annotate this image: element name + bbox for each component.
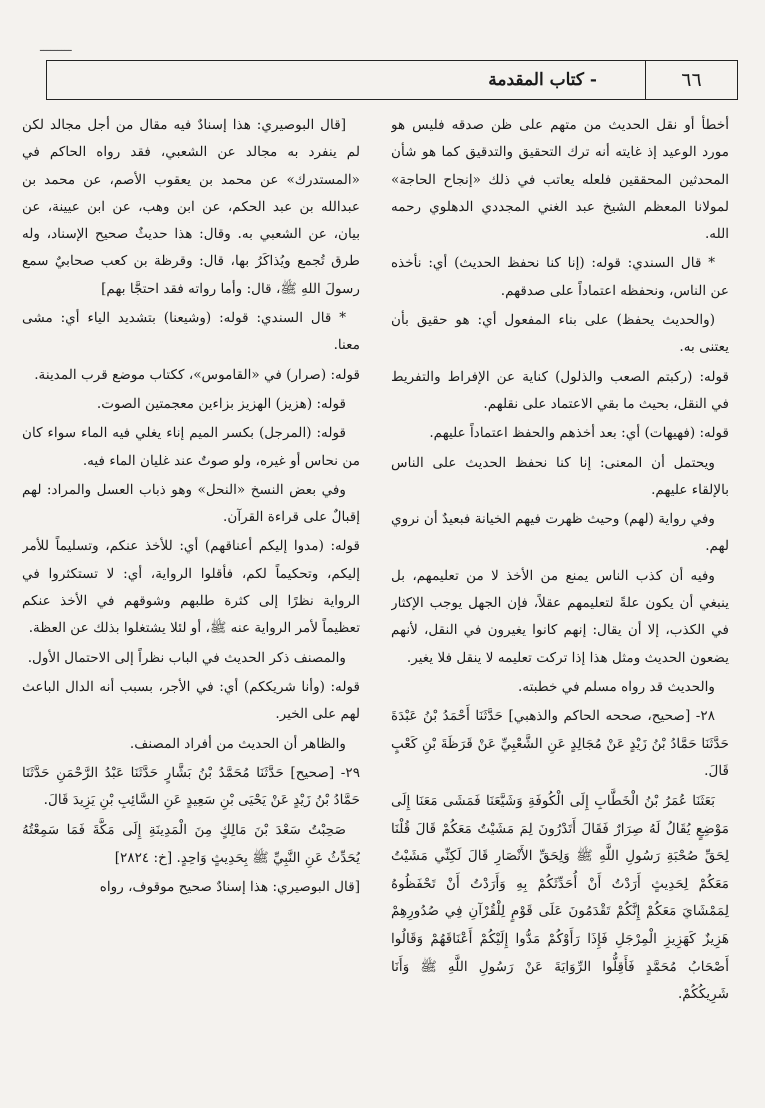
paragraph: قوله: (مدوا إليكم أعناقهم) أي: للأخذ عنكم، وتسليماً للأمر إليكم، وتحكيماً لكم، فأقلوا الرواية، أي: لا تستكثروا في الرواية نظرًا إلى كثرة طلبهم وشوقهم في الأخذ عنكم تعظيماً لأمر الرواية عنه ﷺ، أو لئلا يشتغلوا بذلك عن العظة. (22, 538, 360, 637)
page-number: ٦٦ (645, 61, 737, 99)
hadith-text: صَحِبْتُ سَعْدَ بْنَ مَالِكٍ مِنَ الْمَدِينَةِ إِلَى مَكَّةَ فَمَا سَمِعْتُهُ يُحَدِّثُ عَنِ النَّبِيِّ ﷺ بِحَدِيثٍ وَاحِدٍ. [خ: ٢٨٢٤] (22, 822, 360, 866)
left-column (22, 112, 360, 1092)
paragraph: ويحتمل أن المعنى: إنا كنا نحفظ الحديث على الناس بالإلقاء عليهم. (391, 454, 729, 498)
paragraph: قوله: (صرار) في «القاموس»، ككتاب موضع قرب المدينة. (34, 366, 360, 383)
paragraph: * قال السندي: قوله: (إنا كنا نحفظ الحديث) أي: نأخذه عن الناس، ونحفظه اعتماداً على صدقهم. (391, 255, 729, 299)
right-column (391, 112, 729, 1092)
paragraph: وفيه أن كذب الناس يمنع من الأخذ لا من تعليمهم، بل ينبغي أن يكون علةً لتعليمهم عقلاً، فإن الجهل يوجب الإكثار في الكذب، إلا أن يقال: إنهم كانوا يغيرون في النقل، لأنهم يضعون الحديث ومثل هذا إذا تركت تعليمه لا ينقل فلا يغير. (391, 567, 729, 666)
paragraph: قوله: (هزيز) الهزيز بزاءين معجمتين الصوت. (96, 395, 346, 412)
hadith-isnad: ٢٨- [صحيح، صححه الحاكم والذهبي] حَدَّثَنَا أَحْمَدُ بْنُ عَبْدَةَ حَدَّثَنَا حَمَّادُ بْنُ زَيْدٍ عَنْ مُجَالِدٍ عَنِ الشَّعْبِيِّ عَنْ قَرَظَةَ بْنِ كَعْبٍ قَالَ. (391, 708, 729, 780)
paragraph: والظاهر أن الحديث من أفراد المصنف. (129, 735, 346, 752)
paragraph: وفي بعض النسخ «النحل» وهو ذباب العسل والمراد: لهم إقبالٌ على قراءة القرآن. (22, 481, 360, 526)
paragraph: (والحديث يحفظ) على بناء المفعول أي: هو حقيق بأن يعتنى به. (391, 312, 729, 356)
paragraph: والمصنف ذكر الحديث في الباب نظراً إلى الاحتمال الأول. (27, 649, 346, 666)
hadith-text: بَعَثَنَا عُمَرُ بْنُ الْخَطَّابِ إِلَى الْكُوفَةِ وَشَيَّعَنَا فَمَشَى مَعَنَا إِلَى مَوْضِعٍ يُقَالُ لَهُ صِرَارٌ فَقَالَ أَتَدْرُونَ لِمَ مَشَيْتُ مَعَكُمْ قَالَ قُلْنَا لِحَقِّ صُحْبَةِ رَسُولِ اللَّهِ ﷺ وَلِحَقِّ الأَنْصَارِ قَالَ لَكِنِّي مَشَيْتُ مَعَكُمْ لِحَدِيثٍ أَرَدْتُ أَنْ أُحَدِّثَكُمْ بِهِ وَأَرَدْتُ أَنْ تَحْفَظُوهُ لِمَمْشَايَ مَعَكُمْ إِنَّكُمْ تَقْدَمُونَ عَلَى قَوْمٍ لِلْقُرْآنِ فِي صُدُورِهِمْ هَزِيزٌ كَهَزِيزِ الْمِرْجَلِ فَإِذَا رَأَوْكُمْ مَدُّوا إِلَيْكُمْ أَعْنَاقَهُمْ وَقَالُوا أَصْحَابُ مُحَمَّدٍ فَأَقِلُّوا الرِّوَايَةَ عَنْ رَسُولِ اللَّهِ ﷺ وَأَنَا شَرِيكُكُمْ. (391, 793, 729, 1003)
chapter-title: - كتاب المقدمة (488, 70, 597, 90)
corner-mark: ـــــــــ (40, 40, 72, 54)
paragraph: وفي رواية (لهم) وحيث ظهرت فيهم الخيانة فبعيدٌ أن نروي لهم. (391, 511, 729, 555)
paragraph: قوله: (وأنا شريككم) أي: في الأجر، بسبب أنه الدال الباعث لهم على الخير. (22, 678, 360, 723)
paragraph: قوله: (فهيهات) أي: بعد أخذهم والحفظ اعتماداً عليهم. (429, 425, 729, 442)
paragraph: قوله: (ركبتم الصعب والذلول) كناية عن الإفراط والتفريط في النقل، بحيث ما بقي الاعتماد على نقلهم. (391, 368, 729, 412)
paragraph: [قال البوصيري: هذا إسنادٌ فيه مقال من أجل مجالد لكن لم ينفرد به مجالد عن الشعبي، فقد رواه الحاكم في «المستدرك» عن محمد بن يعقوب الأصم، عن محمد بن عبدالله بن عبد الحكم، عن ابن وهب، عن ابن عيينة، عن بيان، عن الشعبي به. وقال: هذا حديثٌ صحيح الإسناد، وله طرق تُجمع ويُذاكَرُ بها، قال: وقرظة بن كعب صحابيٌ سمع رسولَ اللهِ ﷺ، قال: وأما رواته فقد احتجَّا بهم] (22, 117, 360, 297)
paragraph: * قال السندي: قوله: (وشيعنا) بتشديد الياء أي: مشى معنا. (22, 310, 360, 354)
paragraph: والحديث قد رواه مسلم في خطبته. (518, 678, 715, 695)
paragraph: [قال البوصيري: هذا إسنادٌ صحيح موقوف، رواه (99, 879, 360, 896)
paragraph: قوله: (المرجل) بكسر الميم إناء يغلي فيه الماء سواء كان من نحاس أو غيره، ولو صوتٌ عند غليان الماء فيه. (22, 425, 360, 469)
page-header (46, 60, 738, 100)
hadith-isnad: ٢٩- [صحيح] حَدَّثَنَا مُحَمَّدُ بْنُ بَشَّارٍ حَدَّثَنَا عَبْدُ الرَّحْمَنِ حَدَّثَنَا حَمَّادُ بْنُ زَيْدٍ عَنْ يَحْيَى بْنِ سَعِيدٍ عَنِ السَّائِبِ بْنِ يَزِيدَ قَالَ. (22, 764, 360, 809)
paragraph: أخطأ أو نقل الحديث من متهم على ظن صدقه فليس هو مورد الوعيد إذ غايته أنه ترك التحقيق والتدقيق كما هو شأن المحدثين المحققين فلعله يعاتب في ذلك «إنجاح الحاجة» لمولانا المعظم الشيخ عبد الغني المجددي الدهلوي رحمه الله. (391, 117, 729, 243)
